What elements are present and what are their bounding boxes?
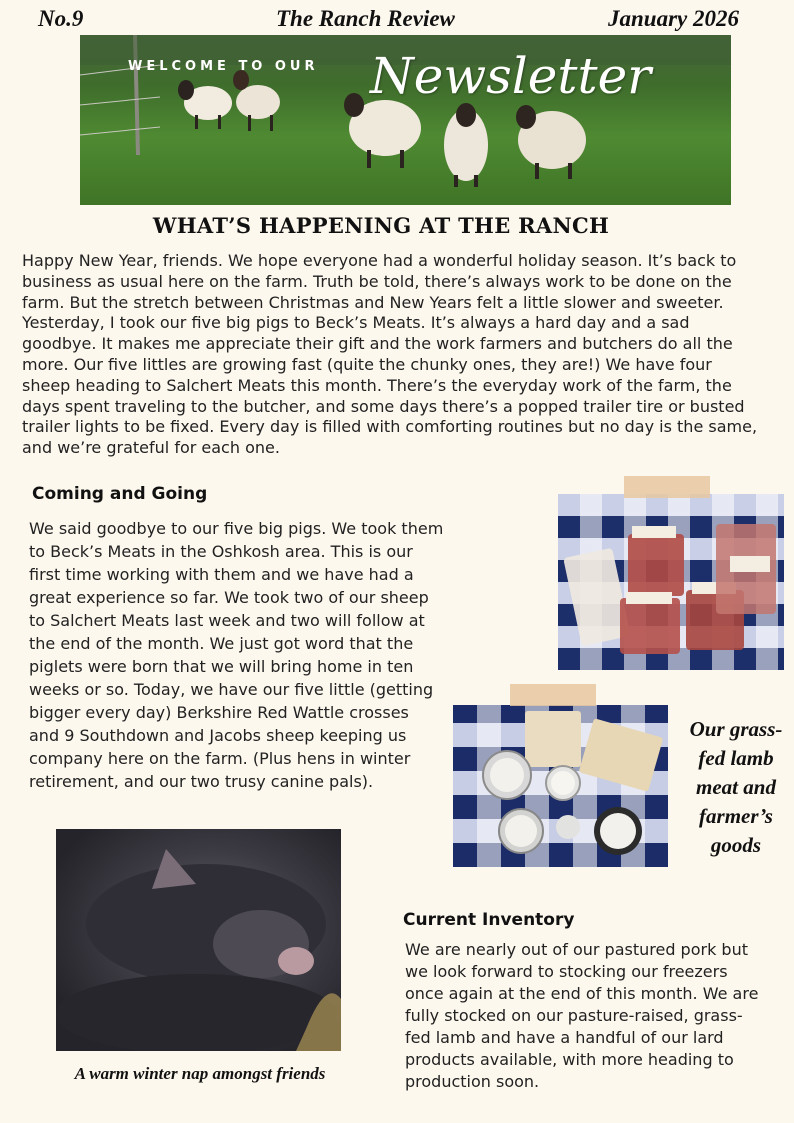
- meat-packages-illustration: [558, 494, 784, 670]
- banner-newsletter-text: Newsletter: [370, 47, 652, 105]
- coming-going-heading: Coming and Going: [32, 484, 208, 504]
- section-heading: WHAT’S HAPPENING AT THE RANCH: [152, 213, 610, 238]
- tape-decoration: [624, 476, 710, 498]
- inventory-heading: Current Inventory: [403, 910, 575, 930]
- farmers-goods-photo: [453, 705, 668, 867]
- pigs-illustration: [56, 829, 341, 1051]
- coming-going-paragraph: We said goodbye to our five big pigs. We took them to Beck’s Meats in the Oshkosh area. This is our first time working with them and we have had a great experience so far. We took two of our sheep to Salchert Meats last week and two will follow at the end of the month. We just got word that the piglets were born that we will bring home in ten weeks or so. Today, we have our five little (getting bigger every day) Berkshire Red Wattle crosses and 9 Southdown and Jacobs sheep keeping us company here on the farm. (Plus hens in winter retirement, and our two trusy canine pals).: [29, 519, 444, 791]
- banner-welcome-text: WELCOME TO OUR: [128, 59, 319, 74]
- goods-illustration: [453, 705, 668, 867]
- newsletter-title: The Ranch Review: [276, 6, 455, 31]
- goods-caption: Our grass-fed lamb meat and farmer’s goods: [689, 717, 783, 857]
- sleeping-pigs-photo: [56, 829, 341, 1051]
- banner-photo: [80, 35, 731, 205]
- lamb-meat-photo: [558, 494, 784, 670]
- issue-number: No.9: [38, 6, 84, 31]
- intro-paragraph: Happy New Year, friends. We hope everyone had a wonderful holiday season. It’s back to business as usual here on the farm. Truth be told, there’s always work to be done on the farm. But the stretch between Christmas and New Years felt a little slower and sweeter. Yesterday, I took our five big pigs to Beck’s Meats. It’s always a hard day and a sad goodbye. It makes me appreciate their gift and the work farmers and butchers do all the more. Our five littles are growing fast (quite the chunky ones, they are!) We have four sheep heading to Salchert Meats this month. There’s the everyday work of the farm, the days spent traveling to the butcher, and some days there’s a popped trailer tire or busted trailer lights to be fixed. Every day is filled with comforting routines but no day is the same, and we’re grateful for each one.: [22, 251, 758, 458]
- issue-date: January 2026: [608, 6, 739, 31]
- inventory-paragraph: We are nearly out of our pastured pork but we look forward to stocking our freezers once again at the end of this month. We are fully stocked on our pasture-raised, grass-fed lamb and have a handful of our lard products available, with more heading to production soon.: [405, 940, 759, 1091]
- pig-caption: A warm winter nap amongst friends: [74, 1064, 326, 1083]
- tape-decoration: [510, 684, 596, 706]
